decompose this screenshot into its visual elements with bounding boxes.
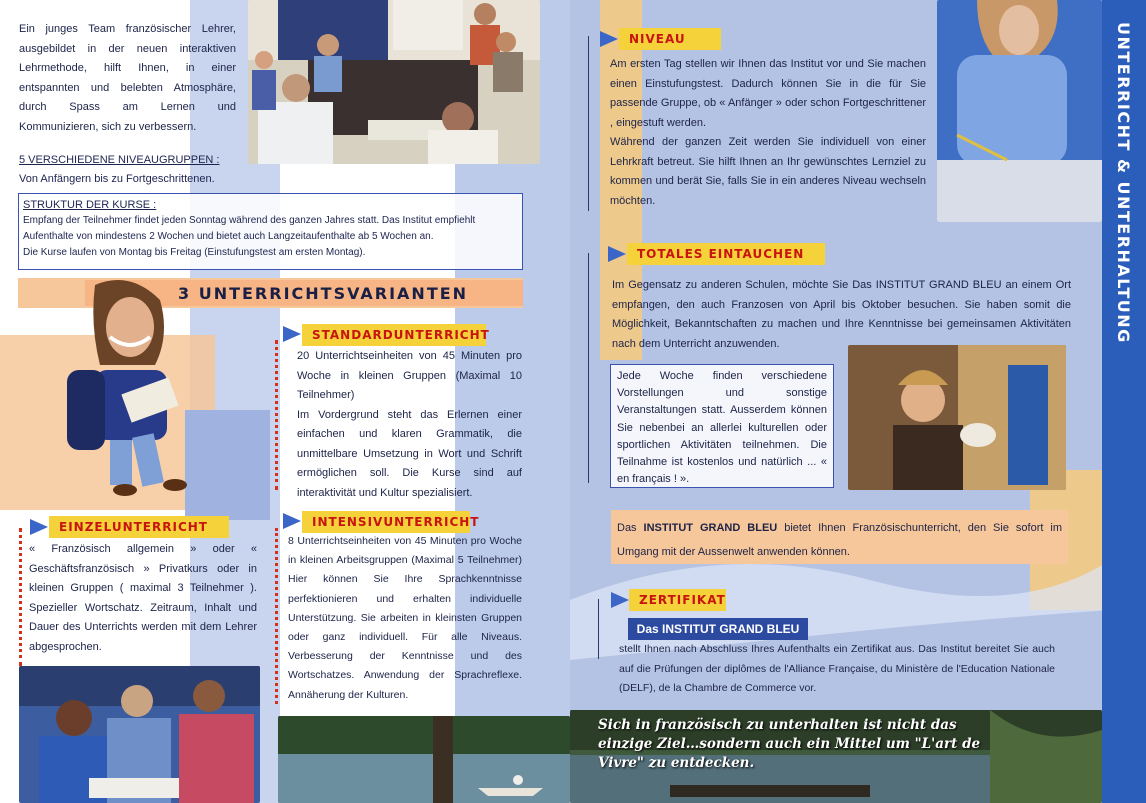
eintauchen-text: Im Gegensatz zu anderen Schulen, möchte Sie Das INSTITUT GRAND BLEU an einem Ort empfangen, den auch Franzosen von April bis Oktober besuchen. Sie haben somit die Möglichkeit, Bekanntschaften zu machen und Ihre Kenntnisse bei gemeinsamen Aktivitäten nach dem Unterricht anzuwenden. (612, 279, 1071, 350)
standard-text-1: 20 Unterrichtseinheiten von 45 Minuten pro Woche in kleinen Gruppen (Maximal 10 Teilnehmer) (297, 350, 522, 401)
student-figure (55, 275, 195, 505)
zertifikat-badge: Das INSTITUT GRAND BLEU (628, 618, 808, 640)
painting-photo (848, 345, 1066, 490)
intensiv-text: 8 Unterrichtseinheiten von 45 Minuten pro Woche in kleinen Arbeitsgruppen (Maximal 5 Teilnehmer) Hier können Sie Ihre Sprachkenntnisse perfektionieren und erhalten individuelle Unterstützung. Sie arbeiten in kleinsten Gruppen oder ganz individuell. Für alle Niveaus. Verbesserung der Kenntnisse und des Wortschatzes. Anwendung der Sprachreflexe. Annäherung der Kulturen. (288, 535, 522, 701)
week-text: Jede Woche finden verschiedene Vorstellungen und sonstige Veranstaltungen statt. Ausserdem können Sie nebenbei an allerlei kulturellen oder sportlichen Aktivitäten teilnehmen. Die Teilnahme ist kostenlos und natürlich ... « en français ! ». (617, 370, 827, 486)
einzel-text: « Französisch allgemein » oder « Geschäftsfranzösisch » Privatkurs oder in kleinen Gruppen ( maximal 3 Teilnehmer ). Spezieller Wortschatz. Zeitraum, Inhalt und Dauer des Unterrichts werden mit dem Lehrer abgesprochen. (29, 543, 257, 653)
sidebar-title: UNTERRICHT & UNTERHALTUNG (1114, 22, 1133, 344)
institut-post: bietet Ihnen Französischunterricht, den Sie sofort im Umgang mit der Aussenwelt anwenden können. (617, 522, 1062, 558)
left-page (0, 0, 570, 803)
niveau-text (610, 55, 926, 211)
standard-title: STANDARDUNTERRICHT (302, 324, 486, 346)
intensiv-dotted-rule (275, 528, 278, 704)
standard-arrow-icon (283, 326, 301, 342)
intensiv-arrow-icon (283, 513, 301, 529)
zertifikat-title: ZERTIFIKAT (629, 589, 726, 611)
eintauchen-arrow-icon (608, 246, 626, 262)
institut-text (617, 516, 1062, 564)
institut-panel (611, 510, 1068, 564)
zertifikat-rule (598, 599, 600, 659)
writing-student-photo (937, 0, 1102, 222)
einzel-title: EINZELUNTERRICHT (49, 516, 229, 538)
standard-text-2: Im Vordergrund steht das Erlernen einer einfachen und klaren Grammatik, die unmittelbare Umsetzung in Wort und Schrift ermöglichen soll. Die Kurse sind auf interaktivität und Kultur spezialisiert. (297, 408, 522, 499)
levels-text: Von Anfängern bis zu Fortgeschrittenen. (19, 173, 215, 185)
institut-pre: Das (617, 522, 644, 534)
structure-heading: STRUKTUR DER KURSE : (23, 199, 157, 211)
niveau-rule (588, 36, 590, 211)
structure-box (18, 193, 523, 270)
zertifikat-text: stellt Ihnen nach Abschluss Ihres Aufenthalts ein Zertifikat aus. Das Institut bereitet Sie auch auf die Prüfungen der diplômes de l'Alliance Française, du Ministère de l'Education Nationale (DELF), de la Chambre de Commerce vor. (619, 643, 1055, 694)
intro-text: Ein junges Team französischer Lehrer, ausgebildet in der neuen interaktiven Lehrmethode, hilft Ihnen, in einer entspannten und belebten Atmosphäre, durch Spass am Lernen und Kommunizieren, sich zu verbessern. (19, 23, 236, 133)
eintauchen-title: TOTALES EINTAUCHEN (627, 243, 825, 265)
niveau-text-1: Am ersten Tag stellen wir Ihnen das Institut vor und Sie machen einen Einstufungstest. Dadurch können Sie in die für Sie passende Gruppe, ob « Anfänger » oder schon Fortgeschrittener , eingestuft werden. (610, 58, 926, 129)
classroom-photo (248, 0, 540, 164)
blue-panel (185, 410, 270, 520)
standard-dotted-rule (275, 340, 278, 490)
niveau-arrow-icon (600, 31, 618, 47)
structure-text: Empfang der Teilnehmer findet jeden Sonntag während des ganzen Jahres statt. Das Institut empfiehlt Aufenthalte von mindestens 2 Wochen und bietet auch Langzeitaufenthalte ab 5 Wochen an. (23, 215, 476, 242)
standard-text (297, 347, 522, 503)
lake-photo-left (278, 716, 570, 803)
week-box (610, 364, 834, 488)
variants-title: 3 UNTERRICHTSVARIANTEN (178, 284, 469, 303)
institut-name: INSTITUT GRAND BLEU (643, 522, 778, 534)
einzel-arrow-icon (30, 519, 48, 535)
niveau-title: NIVEAU (619, 28, 721, 50)
structure-text-2: Die Kurse laufen von Montag bis Freitag (Einstufungstest am ersten Montag). (23, 247, 366, 258)
eintauchen-rule (588, 253, 590, 483)
sidebar (1102, 0, 1146, 803)
tutoring-photo (19, 666, 260, 803)
slogan: Sich in französisch zu unterhalten ist nicht das einzige Ziel…sondern auch ein Mittel um "L'art de Vivre" zu entdecken. (598, 717, 981, 771)
zertifikat-arrow-icon (611, 592, 629, 608)
einzel-dotted-rule (19, 528, 22, 666)
intensiv-title: INTENSIVUNTERRICHT (302, 511, 470, 533)
levels-heading: 5 VERSCHIEDENE NIVEAUGRUPPEN : (19, 154, 220, 166)
niveau-text-2: Während der ganzen Zeit werden Sie individuell von einer Lehrkraft betreut. Sie hilft Ihnen an Ihr gewünschtes Lernziel zu kommen und berät Sie, falls Sie in ein anderes Niveau wechseln möchten. (610, 136, 926, 207)
